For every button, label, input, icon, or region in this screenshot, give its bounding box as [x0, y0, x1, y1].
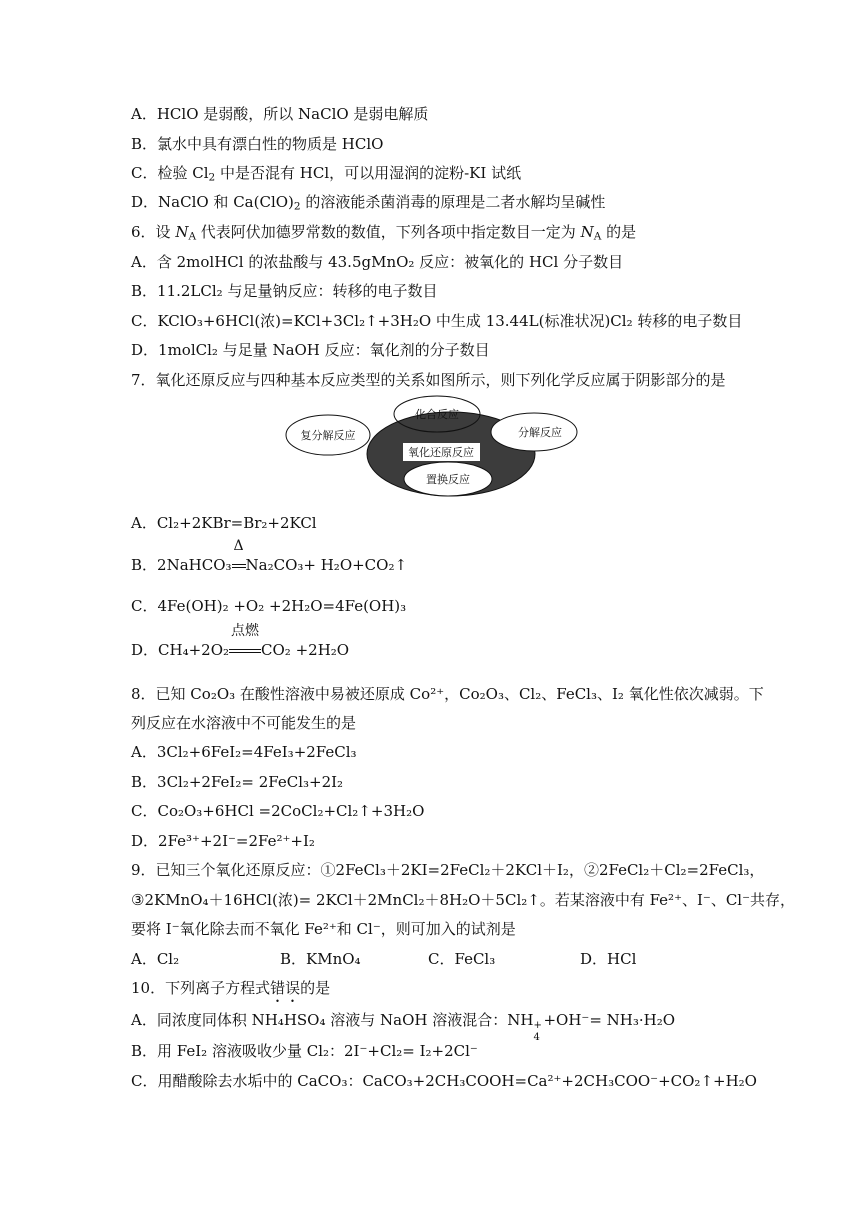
q5-d-sub: 2: [293, 200, 301, 213]
q7-d-post: CO₂ +2H₂O: [261, 641, 350, 659]
decomposition-label: 分解反应: [518, 426, 562, 439]
q10-stem: [131, 978, 330, 1006]
q10-a-pre: A．同浓度同体积 NH₄HSO₄ 溶液与 NaOH 溶液混合：NH: [131, 1011, 534, 1029]
q7-option-d: [131, 623, 350, 660]
q10-option-a: [131, 1010, 676, 1043]
q10-stem-post: 的是: [300, 979, 331, 997]
q5-option-b: B．氯水中具有漂白性的物质是 HClO: [131, 135, 384, 153]
equals-sign-2: [229, 649, 261, 653]
q7-b-post: Na₂CO₃+ H₂O+CO₂↑: [245, 556, 408, 574]
combination-label: 化合反应: [415, 408, 459, 421]
ammonium-sup: +: [533, 1020, 542, 1031]
q8-option-d: D．2Fe³⁺+2I⁻=2Fe²⁺+I₂: [131, 832, 315, 850]
q6-option-b: B．11.2LCl₂ 与足量钠反应：转移的电子数目: [131, 282, 438, 300]
q8-stem-line1: 8．已知 Co₂O₃ 在酸性溶液中易被还原成 Co²⁺，Co₂O₃、Cl₂、FeCl₃、I₂ 氧化性依次减弱。下: [131, 685, 764, 703]
q6-stem-post: 的是: [601, 223, 637, 241]
q5-c-pre: C．检验 Cl: [131, 164, 209, 182]
q9-option-b: B．KMnO₄: [280, 950, 361, 968]
q9-stem-line2: ③2KMnO₄＋16HCl(浓)= 2KCl＋2MnCl₂＋8H₂O＋5Cl₂↑。若某溶液中有 Fe²⁺、I⁻、Cl⁻共存，: [131, 891, 796, 909]
q6-option-d: D．1molCl₂ 与足量 NaOH 反应：氧化剂的分子数目: [131, 341, 490, 359]
q6-na-sub-2: A: [593, 230, 602, 243]
q6-option-a: A．含 2molHCl 的浓盐酸与 43.5gMnO₂ 反应：被氧化的 HCl 分子数目: [131, 253, 624, 271]
q5-option-c: [131, 163, 521, 183]
q8-option-a: A．3Cl₂+6FeI₂=4FeI₃+2FeCl₃: [131, 743, 357, 761]
q9-option-a: A．Cl₂: [131, 950, 180, 968]
q9-option-c: C．FeCl₃: [428, 950, 496, 968]
q10-option-c: C．用醋酸除去水垢中的 CaCO₃：CaCO₃+2CH₃COOH=Ca²⁺+2CH₃COO⁻+CO₂↑+H₂O: [131, 1072, 757, 1090]
equals-sign: [232, 564, 246, 568]
q8-option-c: C．Co₂O₃+6HCl =2CoCl₂+Cl₂↑+3H₂O: [131, 802, 425, 820]
q9-stem-line3: 要将 I⁻氧化除去而不氧化 Fe²⁺和 Cl⁻，则可加入的试剂是: [131, 920, 516, 938]
heat-symbol: Δ: [233, 538, 244, 554]
q5-c-sub: 2: [208, 171, 216, 184]
q5-d-pre: D．NaClO 和 Ca(ClO): [131, 193, 294, 211]
q7-stem: 7．氧化还原反应与四种基本反应类型的关系如图所示，则下列化学反应属于阴影部分的是: [131, 371, 726, 389]
q5-option-a: A．HClO 是弱酸，所以 NaClO 是弱电解质: [131, 105, 429, 123]
q8-stem-line2: 列反应在水溶液中不可能发生的是: [131, 714, 357, 732]
displacement-label: 置换反应: [426, 473, 470, 486]
q6-option-c: C．KClO₃+6HCl(浓)=KCl+3Cl₂↑+3H₂O 中生成 13.44L(标准状况)Cl₂ 转移的电子数目: [131, 312, 743, 330]
q6-stem: [131, 222, 636, 242]
q9-stem-line1: 9．已知三个氧化还原反应：①2FeCl₃＋2KI=2FeCl₂＋2KCl＋I₂，②2FeCl₂＋Cl₂=2FeCl₃，: [131, 861, 765, 879]
q7-option-a: A．Cl₂+2KBr=Br₂+2KCl: [131, 514, 317, 532]
q8-option-b: B．3Cl₂+2FeI₂= 2FeCl₃+2I₂: [131, 773, 344, 791]
ammonium-sub: 4: [533, 1032, 540, 1043]
q5-option-d: [131, 192, 605, 212]
q10-a-post: +OH⁻= NH₃·H₂O: [543, 1011, 676, 1029]
q6-na-symbol-2: N: [580, 223, 594, 241]
reaction-type-diagram: [280, 394, 580, 500]
q9-option-d: D．HCl: [580, 950, 637, 968]
ignite-label: 点燃: [231, 623, 260, 639]
q6-na-symbol: N: [175, 223, 189, 241]
q7-b-condition: [232, 538, 246, 575]
q7-d-condition: [229, 623, 261, 660]
q7-b-pre: B．2NaHCO₃: [131, 556, 232, 574]
q6-stem-mid: 代表阿伏加德罗常数的数值，下列各项中指定数目一定为: [196, 223, 581, 241]
q6-na-sub: A: [188, 230, 197, 243]
q5-c-post: 中是否混有 HCl，可以用湿润的淀粉-KI 试纸: [215, 164, 522, 182]
q10-stem-pre: 10．下列离子方程式: [131, 979, 271, 997]
q5-d-post: 的溶液能杀菌消毒的原理是二者水解均呈碱性: [300, 193, 606, 211]
q10-stem-emphasis: 错误: [270, 979, 301, 997]
q7-d-pre: D．CH₄+2O₂: [131, 641, 230, 659]
q6-stem-pre: 6．设: [131, 223, 176, 241]
q10-option-b: B．用 FeI₂ 溶液吸收少量 Cl₂：2I⁻+Cl₂= I₂+2Cl⁻: [131, 1042, 478, 1060]
double-decomp-label: 复分解反应: [300, 429, 356, 442]
q7-option-b: [131, 538, 408, 575]
redox-label: 氧化还原反应: [408, 446, 474, 459]
q7-option-c: C．4Fe(OH)₂ +O₂ +2H₂O=4Fe(OH)₃: [131, 597, 407, 615]
